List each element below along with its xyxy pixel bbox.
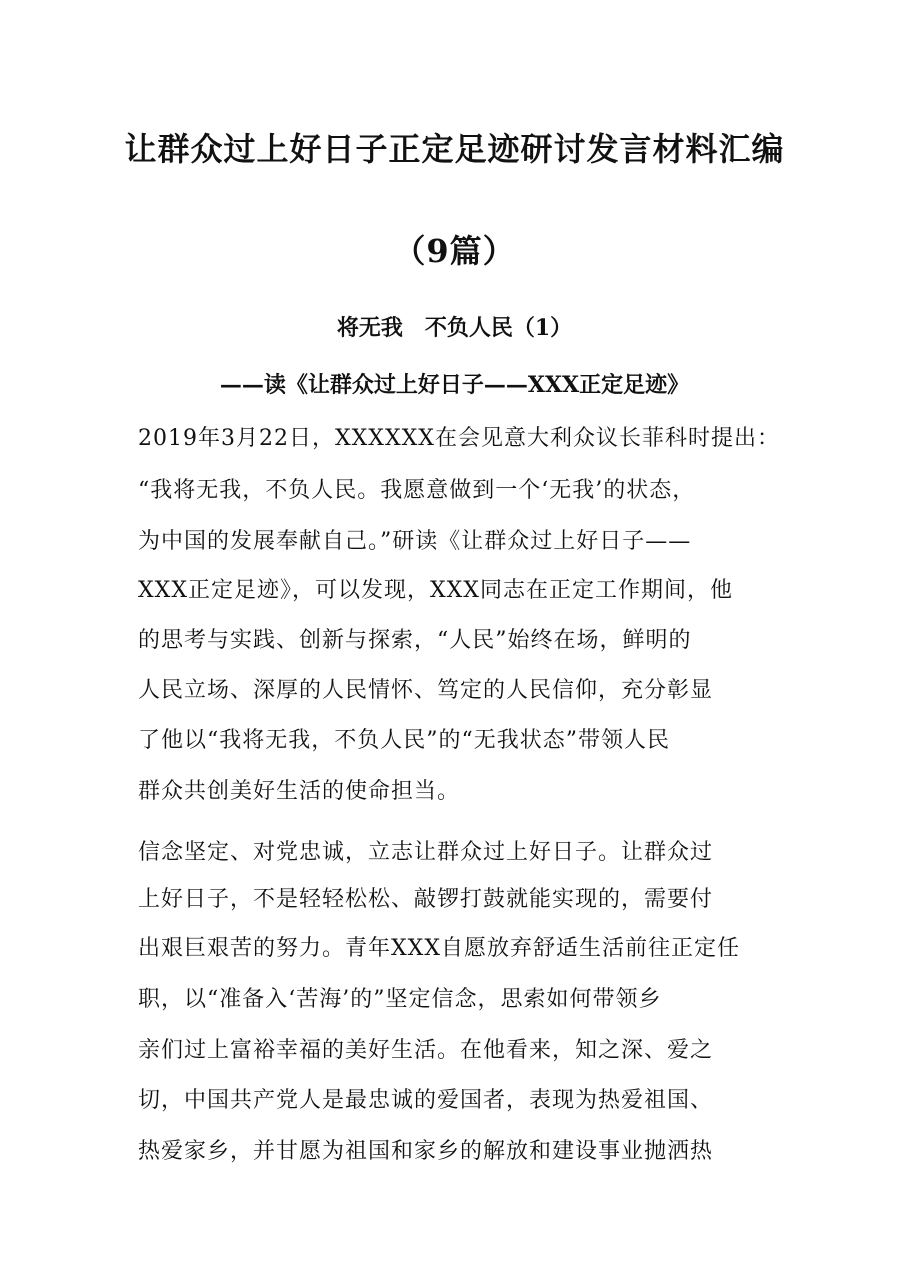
paragraph-2-line: 亲们过上富裕幸福的美好生活。在他看来，知之深、爱之 [138,1038,714,1063]
section-subheading: ——读《让群众过上好日子——XXX正定足迹》 [219,372,690,398]
paragraph-2-line: 职，以“准备入‘苦海’的”坚定信念，思索如何带领乡 [138,987,662,1012]
paragraph-1-line: 2019年3月22日，XXXXXX在会见意大利众议长菲科时提出： [138,426,780,451]
section-heading: 将无我 不负人民（1） [336,315,573,341]
document-title: 让群众过上好日子正定足迹研讨发言材料汇编 [124,130,785,168]
paragraph-2-line: 信念坚定、对党忠诚，立志让群众过上好日子。让群众过 [138,840,714,865]
document-title-count: （9篇） [393,232,516,270]
paragraph-1-line: “我将无我，不负人民。我愿意做到一个‘无我’的状态， [138,478,696,503]
paragraph-1-line: 群众共创美好生活的使命担当。 [138,779,461,804]
paragraph-1-line: 的思考与实践、创新与探索，“人民”始终在场，鲜明的 [138,628,692,653]
paragraph-2-line: 上好日子，不是轻轻松松、敲锣打鼓就能实现的，需要付 [138,887,714,912]
paragraph-1-line: 了他以“我将无我，不负人民”的“无我状态”带领人民 [138,728,670,753]
paragraph-2-line: 出艰巨艰苦的努力。青年XXX自愿放弃舒适生活前往正定任 [138,936,740,961]
paragraph-2-line: 切，中国共产党人是最忠诚的爱国者，表现为热爱祖国、 [138,1088,714,1113]
paragraph-1-line: 人民立场、深厚的人民情怀、笃定的人民信仰，充分彰显 [138,678,714,703]
paragraph-1-line: 为中国的发展奉献自己。”研读《让群众过上好日子—— [138,529,692,554]
paragraph-2-line: 热爱家乡，并甘愿为祖国和家乡的解放和建设事业抛洒热 [138,1139,714,1164]
paragraph-1-line: XXX正定足迹》，可以发现，XXX同志在正定工作期间，他 [138,578,733,603]
